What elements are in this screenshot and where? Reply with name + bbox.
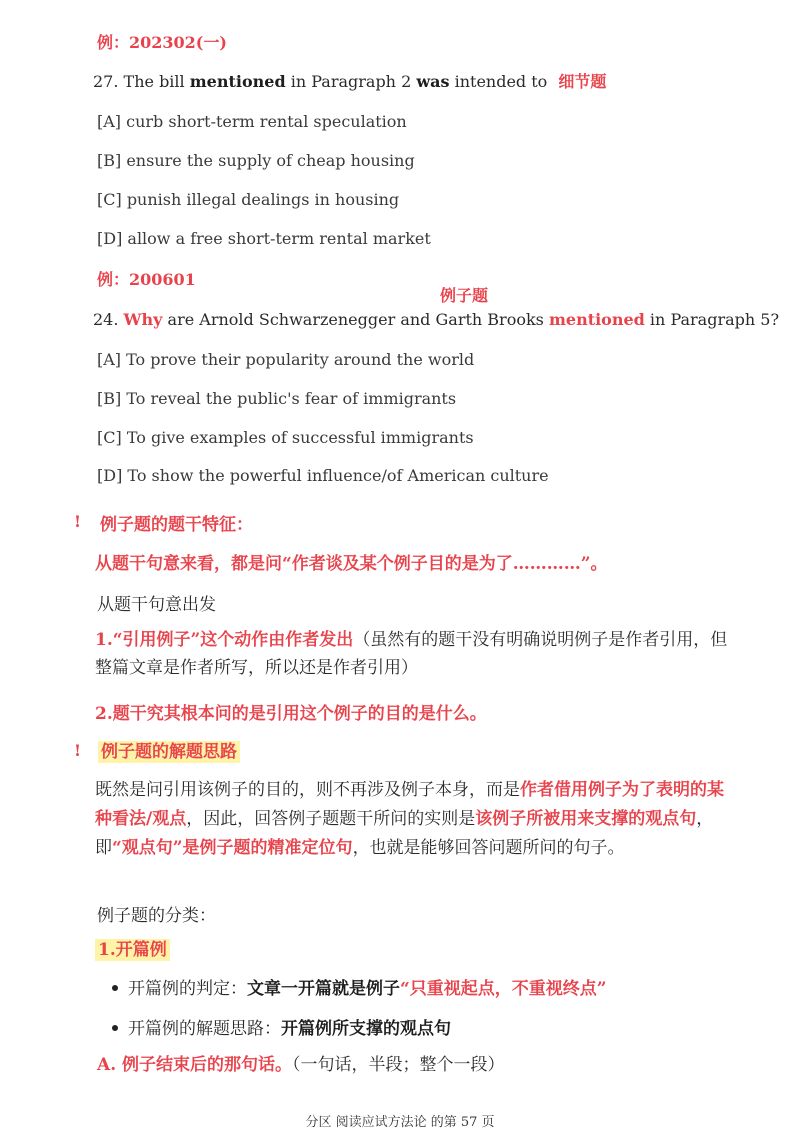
example2-question: 24. Why are Arnold Schwarzenegger and Garth Brooks mentioned in Paragraph 5? — [93, 310, 780, 329]
example1-tag: 细节题 — [558, 72, 607, 91]
example2-option-d: [D] To show the powerful influence/of American culture — [97, 466, 549, 485]
bullet-dot-icon — [112, 985, 118, 991]
section2-category1: 1.开篇例 — [95, 935, 170, 960]
example1-option-b: [B] ensure the supply of cheap housing — [97, 151, 415, 170]
bullet-dot-icon — [112, 1025, 118, 1031]
bullet-opening-approach: 开篇例的解题思路：开篇例所支撑的观点句 — [112, 1014, 451, 1039]
example2-option-a: [A] To prove their popularity around the world — [97, 350, 475, 369]
example2-option-b: [B] To reveal the public's fear of immigrants — [97, 389, 457, 408]
bullet-opening-judgement: 开篇例的判定：文章一开篇就是例子“只重视起点，不重视终点” — [112, 974, 607, 999]
section1-point2: 2.题干究其根本问的是引用这个例子的目的是什么。 — [95, 704, 487, 724]
section1-title: 例子题的题干特征： — [100, 515, 253, 535]
section2-title: 例子题的解题思路 — [98, 737, 240, 762]
page-footer: 分区 阅读应试方法论 的第 57 页 — [305, 1115, 495, 1130]
section1-subtitle: 从题干句意出发 — [97, 595, 216, 615]
example1-option-c: [C] punish illegal dealings in housing — [97, 190, 400, 209]
section1-marker: ! — [74, 512, 82, 531]
section2-paragraph: 既然是问引用该例子的目的，则不再涉及例子本身，而是作者借用例子为了表明的某种看法/观点，因此，回答例子题题干所问的实则是该例子所被用来支撑的观点句，即“观点句”是例子题的精准定位句，也就是能够回答问题所问的句子。 — [95, 780, 724, 858]
example1-option-d: [D] allow a free short-term rental market — [97, 229, 431, 248]
section1-point1: 1.“引用例子”这个动作由作者发出（虽然有的题干没有明确说明例子是作者引用，但整篇文章是作者所写，所以还是作者引用） — [95, 630, 728, 678]
section2-classify: 例子题的分类： — [97, 906, 216, 926]
example1-label: 例：202302(一) — [97, 33, 227, 52]
section2-marker: ! — [74, 741, 82, 760]
example2-label: 例：200601 — [97, 270, 196, 289]
section1-summary: 从题干句意来看，都是问“作者谈及某个例子目的是为了…………”。 — [95, 554, 608, 574]
example1-option-a: [A] curb short-term rental speculation — [97, 112, 407, 131]
example2-option-c: [C] To give examples of successful immigrants — [97, 428, 474, 447]
example2-tag: 例子题 — [440, 286, 489, 305]
section2-sub-a: A. 例子结束后的那句话。（一句话，半段；整个一段） — [97, 1055, 505, 1075]
example1-question: 27. The bill mentioned in Paragraph 2 was intended to 细节题 — [93, 72, 607, 91]
